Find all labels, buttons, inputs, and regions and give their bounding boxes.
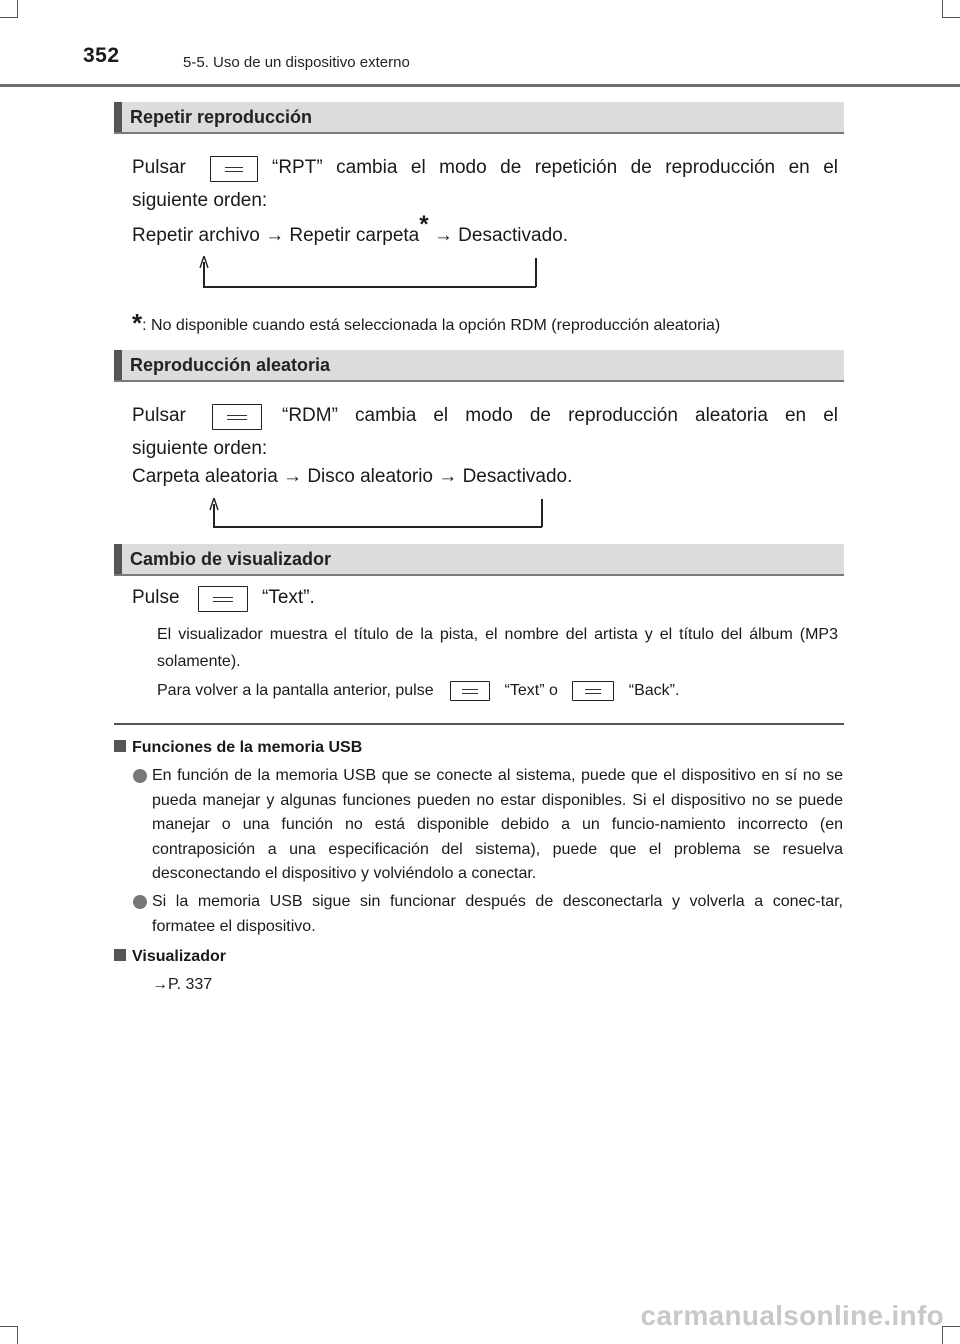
section-header-random: [114, 350, 844, 382]
display-pulse-label: Pulse: [132, 587, 180, 608]
button-icon: [198, 586, 248, 612]
footnote-text: : No disponible cuando está seleccionada la opción RDM (reproducción aleatoria): [142, 317, 721, 334]
arrow-icon: →: [283, 466, 303, 487]
button-icon: [212, 404, 262, 430]
display-page-ref[interactable]: →P. 337: [152, 976, 213, 993]
usb-bullet-1: En función de la memoria USB que se conecte al sistema, puede que el dispositivo en sí no se pueda manejar y algunas funciones pueden no estar disponibles. Si el dispositivo no se puede manejar o una función no está disponible debido a un funcio-namiento incorrecto (en contraposición a una especificación del sistema), puede que el problema se resuelva desconectando el dispositivo y volviéndolo a conectar.: [152, 767, 843, 882]
back-button-icon[interactable]: [572, 681, 614, 701]
header-rule: [0, 84, 960, 87]
arrow-icon: →: [433, 225, 453, 246]
seq-random-folder: Carpeta aleatoria: [132, 466, 278, 487]
text-button-icon[interactable]: [450, 681, 490, 701]
section-title: Repetir reproducción: [130, 107, 313, 127]
crop-mark: [942, 17, 960, 18]
page-number: 352: [83, 44, 120, 67]
square-bullet-icon: [114, 949, 126, 961]
rpt-button[interactable]: [210, 156, 258, 182]
seq-random-disc: Disco aleatorio: [307, 466, 433, 487]
display-text-label: “Text”.: [262, 587, 315, 608]
section-divider: [114, 723, 844, 725]
bullet-dot-icon: [133, 769, 147, 783]
random-sequence: [132, 465, 572, 489]
repeat-footnote: [132, 306, 720, 337]
section-title: Cambio de visualizador: [130, 549, 332, 569]
section-header-display: [114, 544, 844, 576]
back-note-back-label: “Back”.: [628, 682, 680, 699]
asterisk-mark: *: [419, 211, 429, 238]
loop-arrow-line: [213, 526, 542, 528]
back-note-text-label: “Text” o: [504, 682, 558, 699]
bullet-dot-icon: [133, 895, 147, 909]
arrow-icon: →: [438, 466, 458, 487]
seq-repeat-file: Repetir archivo: [132, 225, 260, 246]
arrow-icon: →: [265, 225, 285, 246]
loop-arrow-head-icon: [207, 498, 221, 512]
seq-off: Desactivado.: [462, 466, 573, 487]
repeat-description: “RPT” cambia el modo de repetición de reproducción en el: [272, 157, 838, 178]
repeat-sequence: [132, 211, 568, 248]
repeat-order-label: siguiente orden:: [132, 190, 268, 211]
repeat-pulsar-label: Pulsar: [132, 157, 186, 178]
crop-mark: [942, 1326, 960, 1327]
random-pulsar-label: Pulsar: [132, 405, 186, 426]
loop-arrow-line: [535, 258, 537, 287]
rdm-button[interactable]: [212, 404, 262, 430]
section-header-repeat: [114, 102, 844, 134]
back-note-text: Para volver a la pantalla anterior, pulse: [157, 682, 434, 699]
random-description: “RDM” cambia el modo de reproducción aleatoria en el: [282, 405, 838, 426]
crop-mark: [942, 0, 943, 18]
section-marker: [114, 350, 122, 380]
loop-arrow-line: [541, 499, 543, 527]
crop-mark: [17, 0, 18, 18]
chapter-title: 5-5. Uso de un dispositivo externo: [183, 54, 410, 71]
section-marker: [114, 544, 122, 574]
text-button[interactable]: [198, 586, 248, 612]
display-heading: [114, 946, 226, 968]
square-bullet-icon: [114, 740, 126, 752]
section-marker: [114, 102, 122, 132]
usb-heading-text: Funciones de la memoria USB: [132, 739, 363, 756]
display-heading-text: Visualizador: [132, 948, 226, 965]
seq-off: Desactivado.: [458, 225, 568, 246]
loop-arrow-head-icon: [197, 256, 211, 270]
display-note: El visualizador muestra el título de la pista, el nombre del artista y el título del álbum (MP3 solamente).: [157, 626, 838, 670]
random-order-label: siguiente orden:: [132, 438, 268, 459]
loop-arrow-line: [203, 286, 536, 288]
seq-repeat-folder: Repetir carpeta: [289, 225, 420, 246]
footnote-asterisk: *: [132, 308, 143, 338]
crop-mark: [0, 1326, 18, 1327]
watermark: carmanualsonline.info: [640, 1300, 944, 1331]
usb-bullet-2: Si la memoria USB sigue sin funcionar después de desconectarla y volverla a conec-tar, formatee el dispositivo.: [152, 893, 843, 935]
button-icon: [210, 156, 258, 182]
usb-heading: [114, 737, 362, 759]
crop-mark: [0, 17, 18, 18]
display-back-note: [157, 680, 679, 702]
crop-mark: [17, 1326, 18, 1344]
section-title: Reproducción aleatoria: [130, 355, 331, 375]
